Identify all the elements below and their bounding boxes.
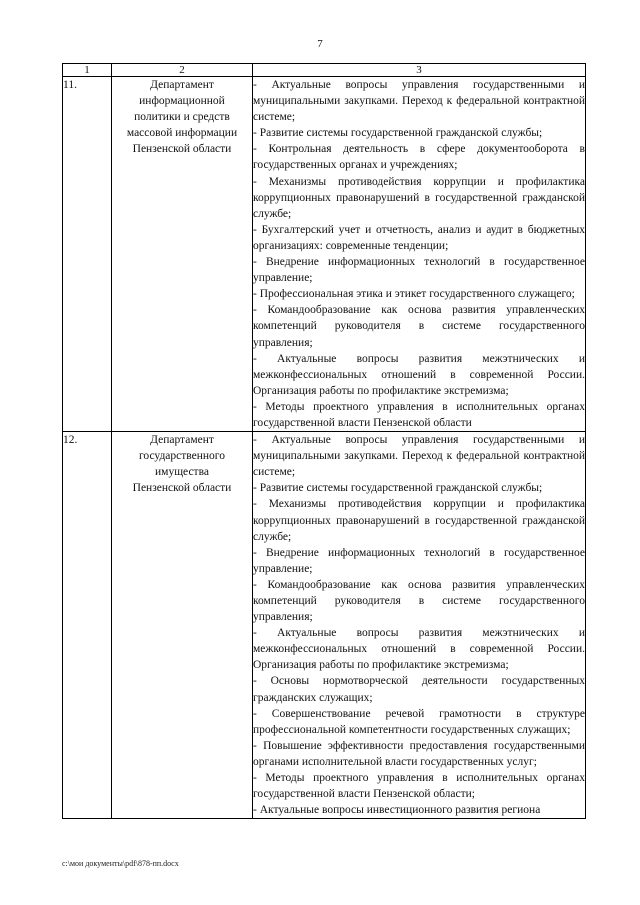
table-row bbox=[63, 432, 586, 819]
department-line: Пензенской области bbox=[132, 482, 232, 495]
department-line: имущества bbox=[155, 466, 209, 479]
topic-item: - Механизмы противодействия коррупции и профилактика коррупционных правонарушений в государственной гражданской службе; bbox=[253, 498, 585, 543]
page-number: 7 bbox=[317, 38, 323, 50]
topic-item: - Механизмы противодействия коррупции и профилактика коррупционных правонарушений в государственной гражданской службе; bbox=[253, 175, 585, 220]
topics-list bbox=[253, 77, 586, 432]
topic-item: - Развитие системы государственной гражданской службы; bbox=[253, 127, 543, 140]
topic-item: - Совершенствование речевой грамотности в структуре профессиональной компетентности государственных служащих; bbox=[253, 707, 585, 736]
header-col-1: 1 bbox=[63, 64, 112, 77]
topic-item: - Актуальные вопросы управления государственными и муниципальными закупками. Переход к федеральной контрактной системе; bbox=[253, 79, 585, 124]
footer-file-path: c:\мои документы\pdf\878-пп.docx bbox=[62, 859, 179, 868]
department-name bbox=[112, 432, 253, 819]
table-header-row bbox=[63, 64, 586, 77]
department-line: политики и средств bbox=[134, 111, 230, 124]
topic-item: - Методы проектного управления в исполнительных органах государственной власти Пензенской области; bbox=[253, 772, 585, 801]
row-number: 11. bbox=[63, 77, 112, 432]
document-table bbox=[62, 63, 586, 819]
topic-item: - Актуальные вопросы развития межэтнических и межконфессиональных отношений в современной России. Организация работы по профилактике экстремизма; bbox=[253, 627, 585, 672]
department-line: Департамент bbox=[150, 79, 214, 91]
topic-item: - Командообразование как основа развития управленческих компетенций руководителя в системе государственного управления; bbox=[253, 304, 585, 349]
department-line: Департамент bbox=[150, 434, 214, 447]
topic-item: - Повышение эффективности предоставления государственными органами исполнительной власти государственных услуг; bbox=[253, 739, 585, 768]
topic-item: - Актуальные вопросы развития межэтнических и межконфессиональных отношений в современной России. Организация работы по профилактике экстремизма; bbox=[253, 352, 585, 397]
topic-item: - Основы нормотворческой деятельности государственных гражданских служащих; bbox=[253, 675, 585, 704]
topic-item: - Командообразование как основа развития управленческих компетенций руководителя в системе государственного управления; bbox=[253, 578, 585, 624]
department-line: информационной bbox=[139, 95, 225, 108]
topics-list bbox=[253, 432, 586, 819]
department-name bbox=[112, 77, 253, 432]
table-row bbox=[63, 77, 586, 432]
header-col-2: 2 bbox=[112, 64, 253, 77]
topic-item: - Бухгалтерский учет и отчетность, анализ и аудит в бюджетных организациях: современные тенденции; bbox=[253, 223, 585, 252]
topic-item: - Методы проектного управления в исполнительных органах государственной власти Пензенской области bbox=[253, 400, 585, 429]
row-number: 12. bbox=[63, 432, 112, 819]
department-line: Пензенской области bbox=[132, 143, 232, 156]
header-col-3: 3 bbox=[253, 64, 586, 77]
topic-item: - Актуальные вопросы инвестиционного развития региона bbox=[253, 804, 541, 817]
topic-item: - Актуальные вопросы управления государственными и муниципальными закупками. Переход к федеральной контрактной системе; bbox=[253, 434, 585, 479]
topic-item: - Профессиональная этика и этикет государственного служащего; bbox=[253, 288, 575, 301]
department-line: государственного bbox=[139, 450, 225, 463]
topic-item: - Внедрение информационных технологий в государственное управление; bbox=[253, 546, 585, 575]
topic-item: - Контрольная деятельность в сфере документооборота в государственных органах и учреждениях; bbox=[253, 143, 585, 172]
topic-item: - Внедрение информационных технологий в государственное управление; bbox=[253, 256, 585, 285]
topic-item: - Развитие системы государственной гражданской службы; bbox=[253, 482, 543, 495]
department-line: массовой информации bbox=[126, 127, 238, 140]
